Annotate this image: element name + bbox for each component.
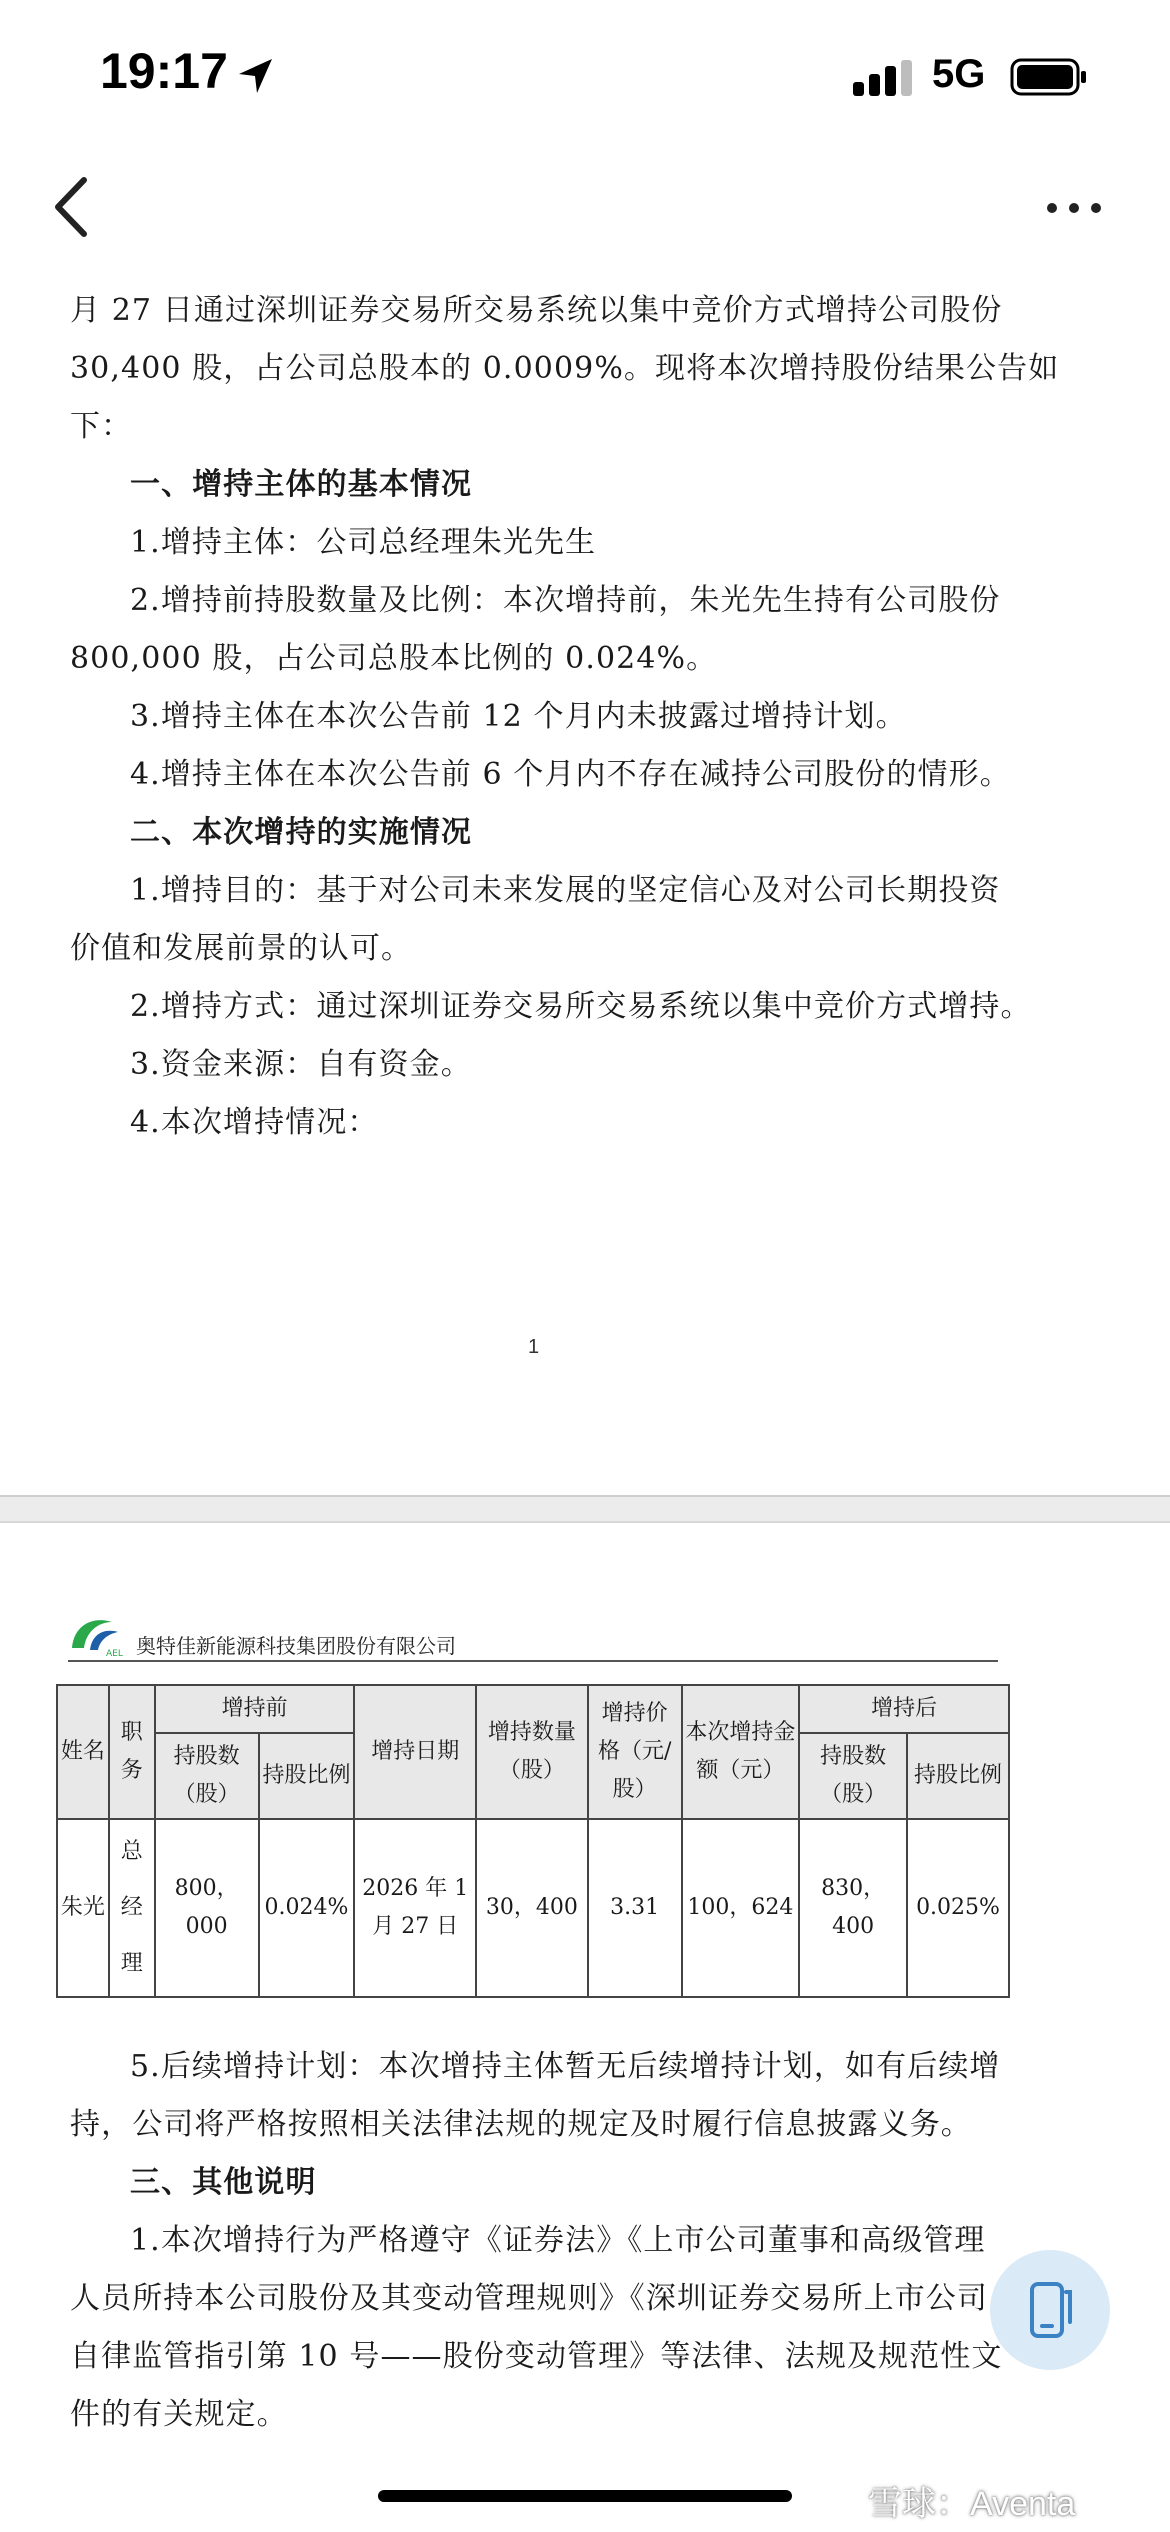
shareholding-table (56, 1684, 1010, 1998)
paragraph-line: 2.增持前持股数量及比例：本次增持前，朱光先生持有公司股份 (130, 583, 1001, 618)
header-before-group: 增持前 (155, 1685, 355, 1733)
paragraph-line: 1.本次增持行为严格遵守《证券法》《上市公司董事和高级管理 (130, 2223, 986, 2258)
section-heading-1: 一、增持主体的基本情况 (130, 467, 473, 502)
signal-strength-icon (853, 60, 915, 100)
page-divider (0, 1495, 1170, 1523)
cell-date: 2026 年 1 月 27 日 (354, 1819, 476, 1997)
page-number: 1 (528, 1336, 540, 1358)
paragraph-line: 人员所持本公司股份及其变动管理规则》《深圳证券交易所上市公司 (70, 2281, 988, 2316)
header-rule (68, 1660, 998, 1662)
paragraph-line: 月 27 日通过深圳证券交易所交易系统以集中竞价方式增持公司股份 (70, 293, 1003, 328)
page-switch-button[interactable] (990, 2250, 1110, 2370)
svg-text:AEL: AEL (106, 1649, 123, 1659)
paragraph-line: 3.资金来源：自有资金。 (130, 1047, 472, 1082)
header-date: 增持日期 (354, 1685, 476, 1819)
device-rotate-icon (1024, 2278, 1076, 2342)
battery-icon (1010, 58, 1090, 98)
cell-name: 朱光 (57, 1819, 109, 1997)
header-price: 增持价格（元/股） (588, 1685, 682, 1819)
cell-before-ratio: 0.024% (259, 1819, 355, 1997)
more-options-icon[interactable] (1044, 196, 1104, 220)
company-logo-icon (68, 1610, 134, 1660)
watermark: 雪球：Aventa (868, 2485, 1076, 2523)
header-increase-qty: 增持数量（股） (476, 1685, 588, 1819)
header-name: 姓名 (57, 1685, 109, 1819)
header-amount: 本次增持金额（元） (682, 1685, 800, 1819)
cell-before-shares: 800，000 (155, 1819, 259, 1997)
company-name: 奥特佳新能源科技集团股份有限公司 (136, 1634, 456, 1658)
cell-price: 3.31 (588, 1819, 682, 1997)
paragraph-line: 1.增持目的：基于对公司未来发展的坚定信心及对公司长期投资 (130, 873, 1001, 908)
cell-after-shares: 830，400 (799, 1819, 907, 1997)
paragraph-line: 下： (70, 409, 133, 444)
cell-increase-qty: 30，400 (476, 1819, 588, 1997)
paragraph-line: 30,400 股，占公司总股本的 0.0009%。现将本次增持股份结果公告如 (70, 351, 1060, 386)
cell-amount: 100，624 (682, 1819, 800, 1997)
paragraph-line: 4.本次增持情况： (130, 1105, 379, 1140)
section-heading-2: 二、本次增持的实施情况 (130, 815, 473, 850)
paragraph-line: 3.增持主体在本次公告前 12 个月内未披露过增持计划。 (130, 699, 907, 734)
header-before-ratio: 持股比例 (259, 1733, 355, 1819)
header-after-ratio: 持股比例 (907, 1733, 1009, 1819)
paragraph-line: 800,000 股，占公司总股本比例的 0.024%。 (70, 641, 718, 676)
cell-position: 总经理 (109, 1819, 155, 1997)
location-arrow-icon (236, 56, 276, 96)
section-heading-3: 三、其他说明 (130, 2165, 317, 2200)
table-row (57, 1819, 1009, 1997)
paragraph-line: 2.增持方式：通过深圳证券交易所交易系统以集中竞价方式增持。 (130, 989, 1032, 1024)
paragraph-line: 件的有关规定。 (70, 2397, 288, 2432)
paragraph-line: 持，公司将严格按照相关法律法规的规定及时履行信息披露义务。 (70, 2107, 972, 2142)
paragraph-line: 自律监管指引第 10 号——股份变动管理》等法律、法规及规范性文 (70, 2339, 1003, 2374)
paragraph-line: 4.增持主体在本次公告前 6 个月内不存在减持公司股份的情形。 (130, 757, 1011, 792)
paragraph-line: 1.增持主体：公司总经理朱光先生 (130, 525, 597, 560)
network-type: 5G (932, 52, 986, 96)
header-after-group: 增持后 (799, 1685, 1009, 1733)
paragraph-line: 5.后续增持计划：本次增持主体暂无后续增持计划，如有后续增 (130, 2049, 1001, 2084)
cell-after-ratio: 0.025% (907, 1819, 1009, 1997)
header-after-shares: 持股数（股） (799, 1733, 907, 1819)
paragraph-line: 价值和发展前景的认可。 (70, 931, 413, 966)
header-position: 职务 (109, 1685, 155, 1819)
header-before-shares: 持股数（股） (155, 1733, 259, 1819)
back-chevron-icon[interactable] (48, 172, 98, 242)
status-time: 19:17 (100, 43, 228, 99)
home-indicator[interactable] (378, 2490, 792, 2502)
